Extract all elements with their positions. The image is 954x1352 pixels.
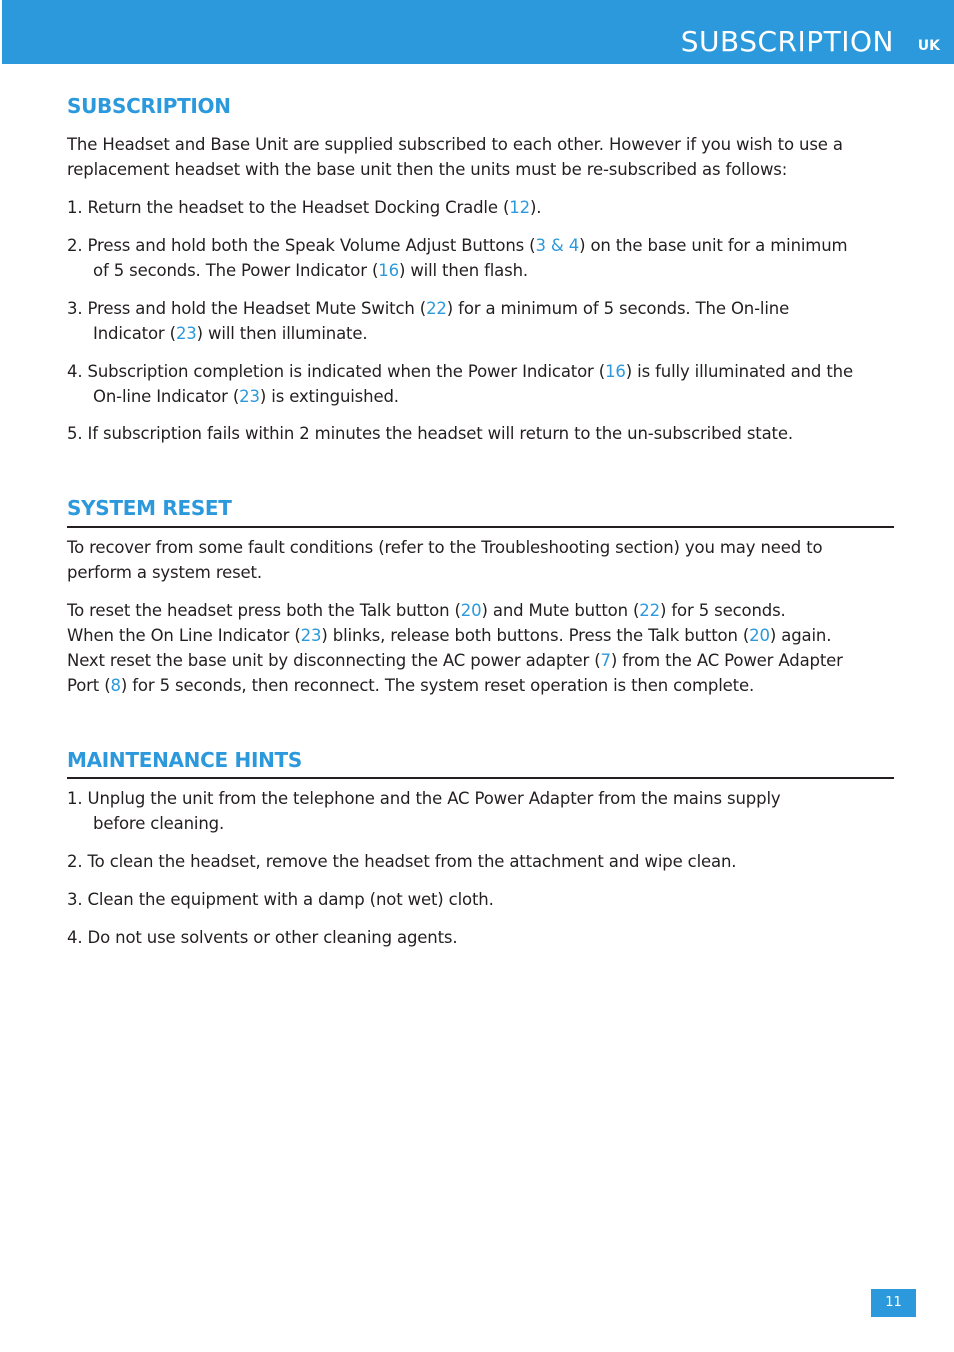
paragraph-text: ) for 5 seconds. bbox=[659, 601, 786, 620]
paragraph-text: When the On Line Indicator ( bbox=[67, 626, 301, 645]
step-text: ) on the base unit for a minimum bbox=[579, 236, 848, 255]
component-ref: 22 bbox=[426, 299, 447, 318]
paragraph-text: Port ( bbox=[67, 676, 111, 695]
page-number: 11 bbox=[871, 1289, 916, 1317]
step-text: 3. Press and hold the Headset Mute Switch ( bbox=[67, 299, 427, 318]
maintenance-item-3 bbox=[67, 887, 494, 912]
maintenance-heading: MAINTENANCE HINTS bbox=[67, 748, 302, 772]
paragraph-line: perform a system reset. bbox=[67, 563, 262, 582]
step-text: ) is fully illuminated and the bbox=[625, 362, 853, 381]
subscription-step-1 bbox=[67, 195, 541, 220]
component-ref: 23 bbox=[239, 387, 260, 406]
step-text: Indicator ( bbox=[93, 324, 176, 343]
step-text: ) will then illuminate. bbox=[196, 324, 368, 343]
paragraph-text: ) for 5 seconds, then reconnect. The system reset operation is then complete. bbox=[120, 676, 755, 695]
component-ref: 16 bbox=[378, 261, 399, 280]
item-line: 3. Clean the equipment with a damp (not wet) cloth. bbox=[67, 890, 494, 909]
region-label: UK bbox=[917, 38, 940, 54]
step-text: 4. Subscription completion is indicated when the Power Indicator ( bbox=[67, 362, 606, 381]
component-ref: 3 & 4 bbox=[535, 236, 580, 255]
subscription-step-3 bbox=[67, 296, 789, 346]
intro-line-1: The Headset and Base Unit are supplied subscribed to each other. However if you wish to use a bbox=[67, 135, 843, 154]
intro-line-2: replacement headset with the base unit then the units must be re-subscribed as follows: bbox=[67, 160, 788, 179]
component-ref: 23 bbox=[175, 324, 197, 343]
section-divider bbox=[67, 526, 894, 528]
step-text: ) will then flash. bbox=[398, 261, 528, 280]
paragraph-text: ) from the AC Power Adapter bbox=[610, 651, 843, 670]
step-text: ) for a minimum of 5 seconds. The On-line bbox=[446, 299, 790, 318]
subscription-heading: SUBSCRIPTION bbox=[67, 94, 231, 118]
step-text: 2. Press and hold both the Speak Volume Adjust Buttons ( bbox=[67, 236, 536, 255]
item-line: 2. To clean the headset, remove the headset from the attachment and wipe clean. bbox=[67, 852, 737, 871]
step-text: On-line Indicator ( bbox=[93, 387, 240, 406]
paragraph-line: To recover from some fault conditions (refer to the Troubleshooting section) you may need to bbox=[67, 538, 823, 557]
component-ref: 12 bbox=[509, 198, 530, 217]
paragraph-text: Next reset the base unit by disconnecting the AC power adapter ( bbox=[67, 651, 601, 670]
system-reset-heading: SYSTEM RESET bbox=[67, 496, 232, 520]
component-ref: 7 bbox=[600, 651, 611, 670]
component-ref: 20 bbox=[460, 601, 482, 620]
component-ref: 23 bbox=[300, 626, 322, 645]
item-line: 4. Do not use solvents or other cleaning agents. bbox=[67, 928, 458, 947]
step-text: 5. If subscription fails within 2 minutes the headset will return to the un-subscribed state. bbox=[67, 424, 793, 443]
step-text: 1. Return the headset to the Headset Docking Cradle ( bbox=[67, 198, 510, 217]
paragraph-text: ) again. bbox=[769, 626, 832, 645]
header-bar bbox=[2, 0, 954, 64]
subscription-step-4 bbox=[67, 359, 853, 409]
subscription-step-2 bbox=[67, 233, 847, 283]
section-divider bbox=[67, 777, 894, 779]
subscription-step-5 bbox=[67, 421, 793, 446]
step-text: ) is extinguished. bbox=[259, 387, 399, 406]
maintenance-item-2 bbox=[67, 849, 736, 874]
maintenance-item-4 bbox=[67, 925, 457, 950]
page-title: SUBSCRIPTION bbox=[680, 25, 894, 58]
item-line: before cleaning. bbox=[93, 814, 225, 833]
step-text: of 5 seconds. The Power Indicator ( bbox=[93, 261, 379, 280]
system-reset-paragraph-2 bbox=[67, 598, 843, 698]
component-ref: 16 bbox=[605, 362, 626, 381]
paragraph-text: ) and Mute button ( bbox=[481, 601, 640, 620]
paragraph-text: ) blinks, release both buttons. Press the Talk button ( bbox=[321, 626, 750, 645]
maintenance-item-1 bbox=[67, 786, 781, 836]
component-ref: 22 bbox=[639, 601, 660, 620]
item-line: 1. Unplug the unit from the telephone and the AC Power Adapter from the mains supply bbox=[67, 789, 781, 808]
step-text: ). bbox=[529, 198, 542, 217]
paragraph-text: To reset the headset press both the Talk button ( bbox=[67, 601, 461, 620]
system-reset-paragraph-1 bbox=[67, 535, 822, 585]
subscription-intro bbox=[67, 132, 843, 182]
component-ref: 8 bbox=[110, 676, 121, 695]
component-ref: 20 bbox=[749, 626, 770, 645]
